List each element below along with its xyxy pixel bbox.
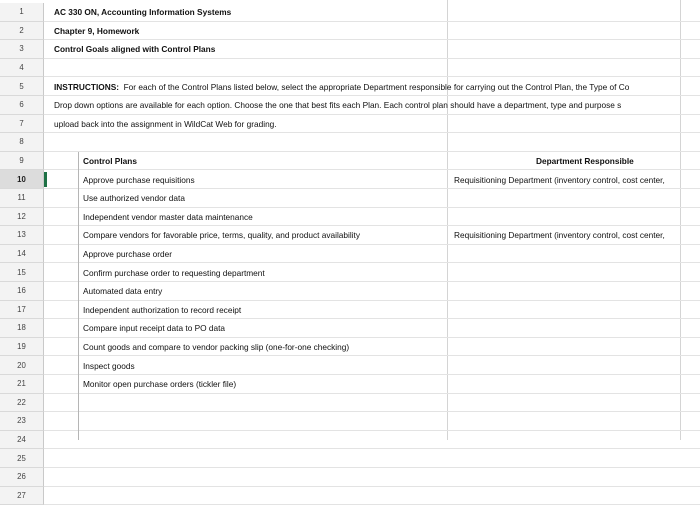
row-number[interactable]: 8 — [0, 133, 44, 152]
department-cell[interactable]: Requisitioning Department (inventory control, cost center, — [454, 230, 665, 241]
sheet-row — [0, 170, 700, 189]
row-number[interactable]: 19 — [0, 338, 44, 357]
row-number[interactable]: 7 — [0, 115, 44, 134]
sheet-row — [0, 40, 700, 59]
sheet-row — [0, 263, 700, 282]
sheet-row — [0, 468, 700, 487]
sheet-row — [0, 77, 700, 96]
control-plan-cell: Confirm purchase order to requesting department — [83, 267, 265, 278]
row-number[interactable]: 24 — [0, 431, 44, 450]
instructions-line-2: Drop down options are available for each option. Choose the one that best fits each Plan. Each control plan should have a department, type and purpose s — [54, 100, 622, 111]
sheet-row — [0, 59, 700, 78]
instructions-line-3: upload back into the assignment in WildCat Web for grading. — [54, 118, 277, 129]
row-number[interactable]: 4 — [0, 59, 44, 78]
sheet-row — [0, 3, 700, 22]
row-number[interactable]: 6 — [0, 96, 44, 115]
department-cell[interactable] — [454, 208, 700, 227]
row-number[interactable]: 25 — [0, 449, 44, 468]
sheet-row — [0, 394, 700, 413]
sheet-row — [0, 487, 700, 505]
department-cell[interactable]: Requisitioning Department (inventory control, cost center, — [454, 174, 665, 185]
row-number[interactable]: 26 — [0, 468, 44, 487]
control-plan-cell: Compare vendors for favorable price, terms, quality, and product availability — [83, 230, 361, 241]
department-cell[interactable] — [454, 263, 700, 282]
department-cell[interactable] — [454, 319, 700, 338]
instructions-line-1 — [54, 77, 700, 96]
row-number[interactable]: 14 — [0, 245, 44, 264]
row-number[interactable]: 20 — [0, 356, 44, 375]
sheet-row — [0, 375, 700, 394]
sheet-row — [0, 301, 700, 320]
sheet-row — [0, 152, 700, 171]
header-title: AC 330 ON, Accounting Information Systems — [54, 7, 232, 18]
sheet-row — [0, 356, 700, 375]
row-number[interactable]: 1 — [0, 3, 44, 22]
sheet-row — [0, 208, 700, 227]
control-plan-cell: Independent authorization to record receipt — [83, 304, 242, 315]
row-number[interactable]: 10 — [0, 170, 44, 189]
control-plan-cell: Compare input receipt data to PO data — [83, 323, 226, 334]
control-plan-cell: Automated data entry — [83, 286, 163, 297]
row-number[interactable]: 5 — [0, 77, 44, 96]
sheet-row — [0, 189, 700, 208]
department-cell[interactable] — [454, 245, 700, 264]
row-number[interactable]: 16 — [0, 282, 44, 301]
row-number[interactable]: 9 — [0, 152, 44, 171]
sheet-row — [0, 319, 700, 338]
active-cell-marker — [44, 172, 47, 187]
control-plan-cell: Inspect goods — [83, 360, 135, 371]
sheet-row — [0, 282, 700, 301]
row-number[interactable]: 23 — [0, 412, 44, 431]
sheet-row — [0, 226, 700, 245]
row-number[interactable]: 18 — [0, 319, 44, 338]
sheet-row — [0, 338, 700, 357]
control-plan-cell: Use authorized vendor data — [83, 193, 185, 204]
header-subtitle: Control Goals aligned with Control Plans — [54, 44, 216, 55]
column-header-control-plans: Control Plans — [83, 156, 137, 167]
instructions-text: For each of the Control Plans listed below, select the appropriate Department responsible for carrying out the Control Plan, the Type of Co — [119, 81, 630, 92]
row-number[interactable]: 21 — [0, 375, 44, 394]
department-cell[interactable] — [454, 375, 700, 394]
row-number[interactable]: 11 — [0, 189, 44, 208]
column-header-department: Department Responsible — [536, 156, 634, 167]
row-number[interactable]: 22 — [0, 394, 44, 413]
row-number[interactable]: 15 — [0, 263, 44, 282]
row-number[interactable]: 2 — [0, 22, 44, 41]
sheet-row — [0, 431, 700, 450]
sheet-row — [0, 115, 700, 134]
sheet-row — [0, 412, 700, 431]
row-number[interactable]: 13 — [0, 226, 44, 245]
department-cell[interactable] — [454, 282, 700, 301]
sheet-row — [0, 245, 700, 264]
row-number[interactable]: 27 — [0, 487, 44, 505]
control-plan-cell: Approve purchase order — [83, 249, 173, 260]
row-number[interactable]: 3 — [0, 40, 44, 59]
table-left-border — [78, 152, 79, 440]
department-cell[interactable] — [454, 301, 700, 320]
control-plan-cell: Count goods and compare to vendor packing slip (one-for-one checking) — [83, 342, 350, 353]
department-cell[interactable] — [454, 189, 700, 208]
control-plan-cell: Monitor open purchase orders (tickler file) — [83, 379, 237, 390]
sheet-row — [0, 22, 700, 41]
sheet-row — [0, 133, 700, 152]
sheet-row — [0, 449, 700, 468]
row-number[interactable]: 17 — [0, 301, 44, 320]
control-plan-cell: Approve purchase requisitions — [83, 174, 195, 185]
instructions-label: INSTRUCTIONS: — [54, 81, 119, 92]
department-cell[interactable] — [454, 356, 700, 375]
row-number[interactable]: 12 — [0, 208, 44, 227]
department-cell[interactable] — [454, 338, 700, 357]
header-chapter: Chapter 9, Homework — [54, 25, 140, 36]
control-plan-cell: Independent vendor master data maintenance — [83, 211, 253, 222]
sheet-row — [0, 96, 700, 115]
